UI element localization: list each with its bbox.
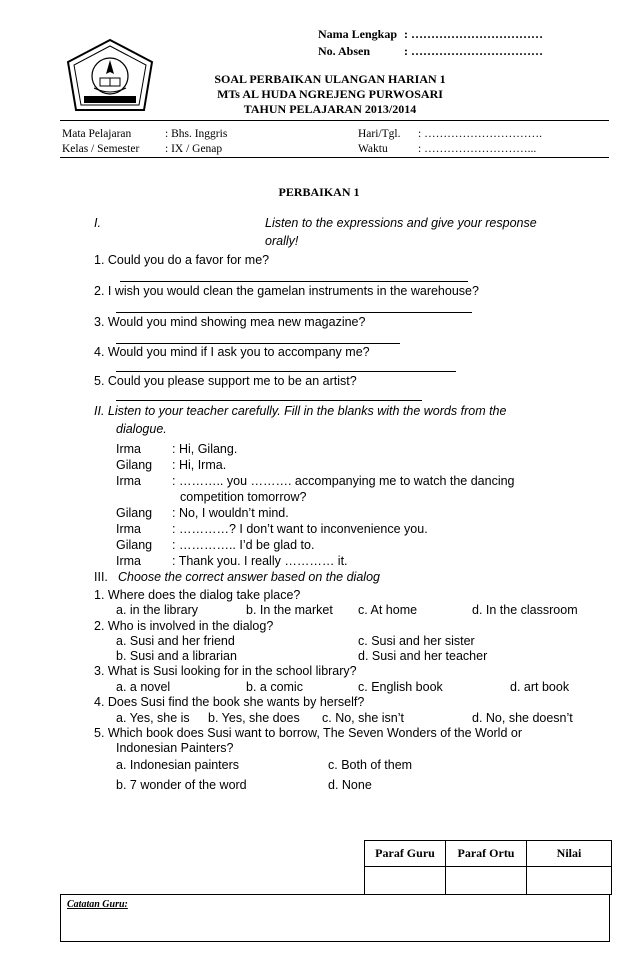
paraf-ortu-header: Paraf Ortu xyxy=(446,841,527,867)
section-1-instruction: Listen to the expressions and give your response xyxy=(265,216,537,230)
q3-option-d[interactable]: d. art book xyxy=(510,680,570,694)
title-line-1: SOAL PERBAIKAN ULANGAN HARIAN 1 xyxy=(214,72,446,86)
q5-option-b[interactable]: b. 7 wonder of the word xyxy=(116,778,247,792)
nama-lengkap-field[interactable]: : …………………………… xyxy=(404,27,543,41)
nama-lengkap-label: Nama Lengkap xyxy=(318,27,398,41)
answer-line-2[interactable] xyxy=(116,312,472,313)
waktu-label: Waktu xyxy=(358,143,388,155)
dialog-speaker: Irma xyxy=(116,442,141,456)
q3-option-c[interactable]: c. English book xyxy=(358,680,443,694)
question-2: 2. Who is involved in the dialog? xyxy=(94,619,274,633)
dialog-line: competition tomorrow? xyxy=(180,490,307,504)
q2-option-a[interactable]: a. Susi and her friend xyxy=(116,634,235,648)
dialog-speaker: Gilang xyxy=(116,538,153,552)
mapel-label: Mata Pelajaran xyxy=(62,128,132,140)
section-2-instruction: II. Listen to your teacher carefully. Fill in the blanks with the words from the xyxy=(94,404,507,418)
section-3-instruction: Choose the correct answer based on the dialog xyxy=(118,570,380,584)
title-line-3: TAHUN PELAJARAN 2013/2014 xyxy=(243,102,417,116)
q2-option-d[interactable]: d. Susi and her teacher xyxy=(358,649,488,663)
question-4: 4. Does Susi find the book she wants by herself? xyxy=(94,695,365,709)
hari-field[interactable]: : …………………………. xyxy=(418,128,542,140)
section-title: PERBAIKAN 1 xyxy=(278,185,360,199)
dialog-speaker: Irma xyxy=(116,522,141,536)
q3-option-a[interactable]: a. a novel xyxy=(116,680,171,694)
q4-option-b[interactable]: b. Yes, she does xyxy=(208,711,300,725)
q1-option-a[interactable]: a. in the library xyxy=(116,603,198,617)
q4-option-a[interactable]: a. Yes, she is xyxy=(116,711,190,725)
kelas-label: Kelas / Semester xyxy=(62,143,140,155)
paraf-guru-header: Paraf Guru xyxy=(365,841,446,867)
dialog-speaker: Gilang xyxy=(116,458,153,472)
section-1-item-3: 3. Would you mind showing mea new magazine? xyxy=(94,315,366,329)
q4-option-d[interactable]: d. No, she doesn’t xyxy=(472,711,573,725)
section-1-item-4: 4. Would you mind if I ask you to accompany me? xyxy=(94,345,370,359)
dialog-line: : ……….. you ………. accompanying me to watch the dancing xyxy=(172,474,515,488)
q4-option-c[interactable]: c. No, she isn’t xyxy=(322,711,404,725)
nilai-header: Nilai xyxy=(527,841,612,867)
answer-line-1[interactable] xyxy=(120,281,468,282)
section-1-item-2: 2. I wish you would clean the gamelan instruments in the warehouse? xyxy=(94,284,479,298)
q2-option-c[interactable]: c. Susi and her sister xyxy=(358,634,475,648)
paraf-ortu-cell[interactable] xyxy=(446,867,527,895)
dialog-line: : ………….. I’d be glad to. xyxy=(172,538,315,552)
section-1-item-5: 5. Could you please support me to be an artist? xyxy=(94,374,357,388)
q1-option-c[interactable]: c. At home xyxy=(358,603,418,617)
question-5: 5. Which book does Susi want to borrow, The Seven Wonders of the World or xyxy=(94,726,523,740)
answer-line-5[interactable] xyxy=(116,400,422,401)
mapel-value: : Bhs. Inggris xyxy=(165,128,228,140)
dialog-line: : Hi, Gilang. xyxy=(172,442,238,456)
no-absen-field[interactable]: : …………………………… xyxy=(404,44,543,58)
question-5-cont: Indonesian Painters? xyxy=(116,741,234,755)
dialog-line: : Hi, Irma. xyxy=(172,458,227,472)
title-line-2: MTs AL HUDA NGREJENG PURWOSARI xyxy=(217,87,443,101)
no-absen-label: No. Absen xyxy=(318,44,371,58)
section-1-instruction-cont: orally! xyxy=(265,234,299,248)
section-3-numeral: III. xyxy=(94,570,108,584)
answer-line-4[interactable] xyxy=(116,371,456,372)
nilai-cell[interactable] xyxy=(527,867,612,895)
section-2-instruction-cont: dialogue. xyxy=(116,422,167,436)
q1-option-d[interactable]: d. In the classroom xyxy=(472,603,578,617)
waktu-field[interactable]: : ………………………... xyxy=(418,143,537,155)
q2-option-b[interactable]: b. Susi and a librarian xyxy=(116,649,237,663)
catatan-guru-box[interactable] xyxy=(60,894,610,942)
paraf-guru-cell[interactable] xyxy=(365,867,446,895)
question-3: 3. What is Susi looking for in the school library? xyxy=(94,664,357,678)
dialog-speaker: Irma xyxy=(116,554,141,568)
q5-option-c[interactable]: c. Both of them xyxy=(328,758,413,772)
dialog-line: : Thank you. I really ………… it. xyxy=(172,554,348,568)
dialog-line: : No, I wouldn’t mind. xyxy=(172,506,289,520)
catatan-guru-label: Catatan Guru: xyxy=(67,899,128,910)
dialog-speaker: Gilang xyxy=(116,506,153,520)
section-1-numeral: I. xyxy=(94,216,101,230)
dialog-line: : …………? I don’t want to inconvenience you. xyxy=(172,522,428,536)
q5-option-a[interactable]: a. Indonesian painters xyxy=(116,758,240,772)
kelas-value: : IX / Genap xyxy=(165,143,223,155)
dialog-speaker: Irma xyxy=(116,474,141,488)
hari-label: Hari/Tgl. xyxy=(358,128,401,140)
answer-line-3[interactable] xyxy=(116,343,400,344)
question-1: 1. Where does the dialog take place? xyxy=(94,588,301,602)
section-1-item-1: 1. Could you do a favor for me? xyxy=(94,253,270,267)
signature-table xyxy=(364,840,612,895)
q5-option-d[interactable]: d. None xyxy=(328,778,372,792)
q3-option-b[interactable]: b. a comic xyxy=(246,680,303,694)
q1-option-b[interactable]: b. In the market xyxy=(246,603,333,617)
